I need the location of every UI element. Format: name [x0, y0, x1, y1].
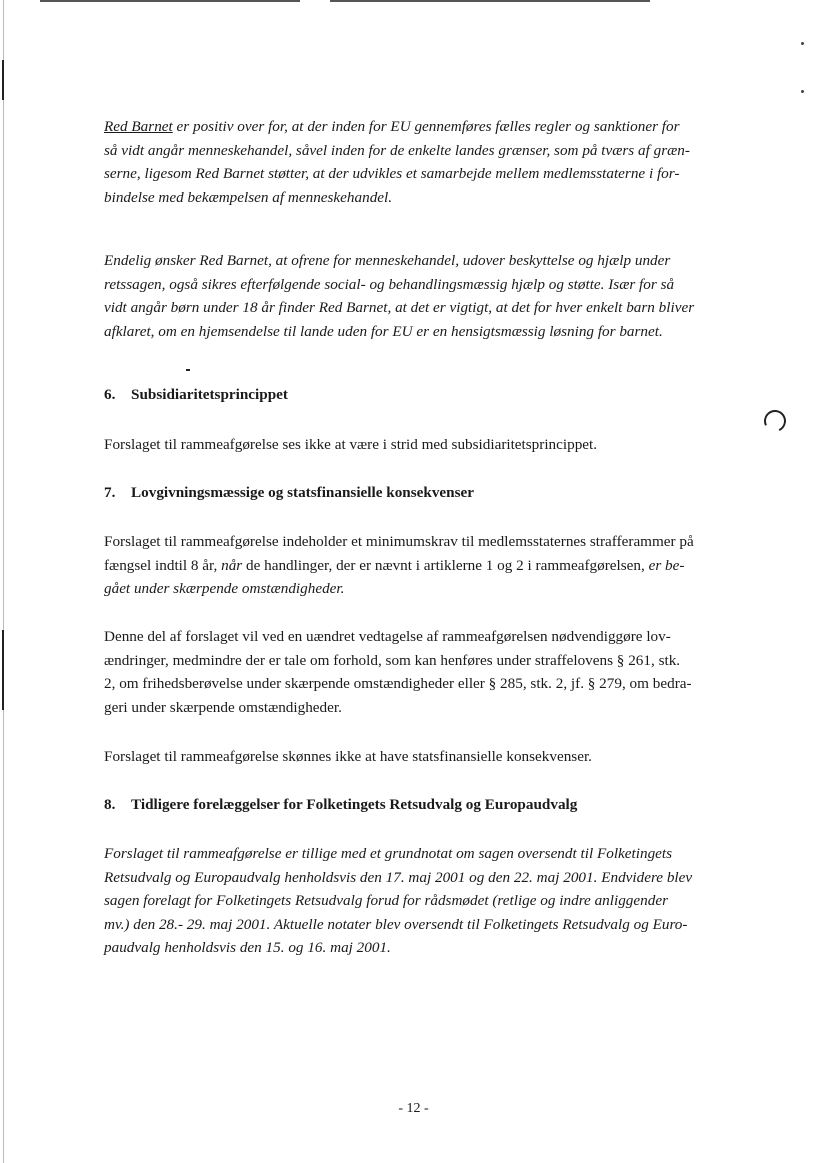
text-line: serne, ligesom Red Barnet støtter, at der udvikles et samarbejde mellem medlemsstaterne i for- [104, 165, 680, 182]
section-number: 6. [104, 386, 116, 403]
stray-mark [186, 369, 190, 371]
text-line: så vidt angår menneskehandel, såvel inden for de enkelte landes grænser, som på tværs af græn- [104, 141, 690, 159]
text-line: mv.) den 28.- 29. maj 2001. Aktuelle notater blev oversendt til Folketingets Retsudvalg og Euro- [104, 915, 688, 933]
scan-left-edge [3, 0, 4, 1163]
text-line: paudvalg henholdsvis den 15. og 16. maj 2001. [104, 939, 391, 956]
paragraph-previous-submissions [104, 842, 764, 960]
text-line: retssagen, også sikres efterfølgende social- og behandlingsmæssig hjælp og støtte. Især for så [104, 275, 675, 293]
text-line: Forslaget til rammeafgørelse indeholder et minimumskrav til medlemsstaternes strafferammer på [104, 533, 694, 550]
text-line: 2, om frihedsberøvelse under skærpende omstændigheder eller § 285, stk. 2, jf. § 279, om bedra- [104, 675, 692, 692]
text-line: Retsudvalg og Europaudvalg henholdsvis den 17. maj 2001 og den 22. maj 2001. Endvidere blev [104, 868, 693, 886]
section-title: Tidligere forelæggelser for Folketingets Retsudvalg og Europaudvalg [131, 796, 578, 813]
text-line: afklaret, om en hjemsendelse til lande uden for EU er en hensigtsmæssig løsning for barnet. [104, 322, 663, 340]
paragraph-law-amendments [104, 625, 764, 719]
text-line: fængsel indtil 8 år, når de handlinger, der er nævnt i artiklerne 1 og 2 i rammeafgørelsen, er be- [104, 556, 685, 574]
paragraph-fiscal-consequences [104, 745, 764, 769]
text-line: Forslaget til rammeafgørelse ses ikke at være i strid med subsidiaritetsprincippet. [104, 436, 598, 453]
text-line: ændringer, medmindre der er tale om forhold, som kan henføres under straffelovens § 261, stk. [104, 651, 681, 669]
paragraph-victim-support [104, 249, 764, 343]
section-number: 7. [104, 484, 116, 501]
punch-hole-icon [761, 407, 789, 435]
section-heading-8 [104, 794, 764, 816]
text-line: bindelse med bekæmpelsen af menneskehandel. [104, 188, 393, 206]
red-barnet-underlined: Red Barnet [104, 118, 173, 135]
text-line: Forslaget til rammeafgørelse skønnes ikke at have statsfinansielle konsekvenser. [104, 748, 592, 765]
section-number: 8. [104, 796, 116, 813]
text-line: Endelig ønsker Red Barnet, at ofrene for menneskehandel, udover beskyttelse og hjælp under [104, 252, 671, 269]
text-line: Forslaget til rammeafgørelse er tillige med et grundnotat om sagen oversendt til Folketingets [104, 845, 673, 862]
section-heading-7 [104, 482, 764, 504]
section-title: Lovgivningsmæssige og statsfinansielle konsekvenser [131, 484, 475, 501]
scan-top-rule-left [40, 0, 300, 2]
text-line: Denne del af forslaget vil ved en uændret vedtagelse af rammeafgørelsen nødvendiggøre lov- [104, 628, 671, 645]
text-line: geri under skærpende omstændigheder. [104, 698, 342, 716]
paragraph-red-barnet-position [104, 115, 764, 209]
text-line: gået under skærpende omstændigheder. [104, 580, 345, 597]
scan-top-rule-right [330, 0, 650, 2]
section-title: Subsidiaritetsprincippet [131, 386, 288, 403]
paragraph-minimum-penalty [104, 530, 764, 601]
scan-speck [801, 90, 804, 93]
scan-left-mark [2, 630, 4, 710]
text-line: Red Barnet er positiv over for, at der inden for EU gennemføres fælles regler og sanktioner for [104, 118, 680, 135]
text-line: vidt angår børn under 18 år finder Red Barnet, at det er vigtigt, at det for hver enkelt barn bliver [104, 299, 695, 316]
scan-left-mark [2, 60, 4, 100]
section-heading-6 [104, 384, 764, 406]
scan-speck [801, 42, 804, 45]
paragraph-subsidiarity [104, 433, 764, 457]
page-number: - 12 - [398, 1101, 429, 1116]
text-line: sagen forelagt for Folketingets Retsudvalg forud for rådsmødet (retlige og indre anliggender [104, 892, 668, 909]
